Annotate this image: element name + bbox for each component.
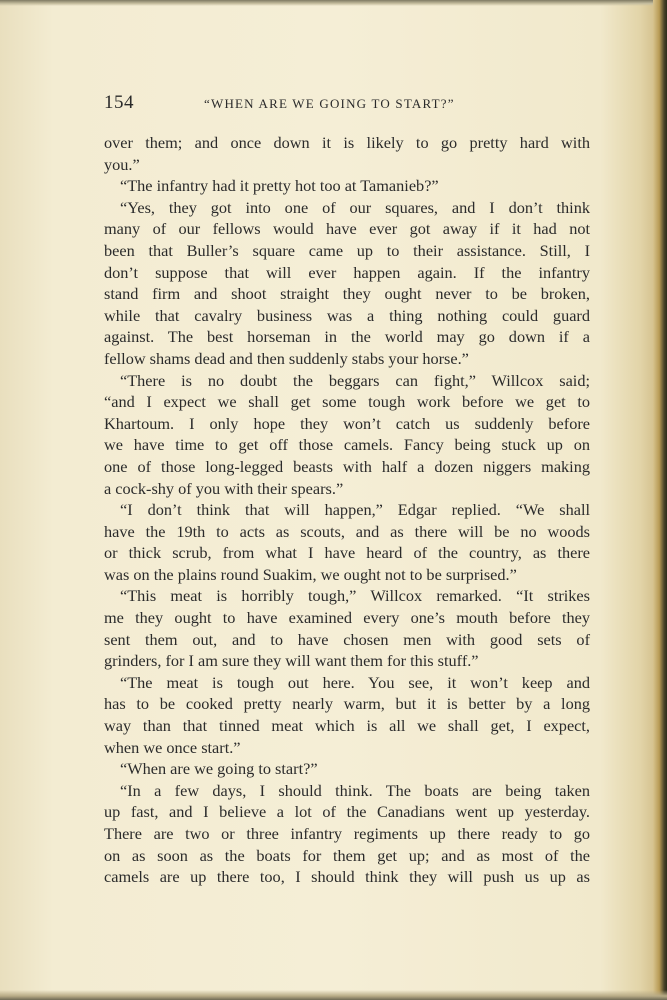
text-line: don’t suppose that will ever happen again. If the infantry xyxy=(104,262,590,282)
text-line: “The infantry had it pretty hot too at Tamanieb?” xyxy=(120,176,439,196)
page-bottom-edge xyxy=(0,990,667,1000)
text-line: “In a few days, I should think. The boats are being taken xyxy=(120,780,590,800)
text-line: has to be cooked pretty nearly warm, but it is better by a long xyxy=(104,694,590,714)
text-line: over them; and once down it is likely to go pretty hard with xyxy=(104,133,590,152)
text-line: up fast, and I believe a lot of the Canadians went up yesterday. xyxy=(104,802,590,822)
running-head: “WHEN ARE WE GOING TO START?” xyxy=(204,96,455,111)
text-line: “Yes, they got into one of our squares, and I don’t think xyxy=(120,197,590,217)
text-line: when we once start.” xyxy=(104,737,241,757)
text-line: Khartoum. I only hope they won’t catch us suddenly before xyxy=(104,413,590,433)
text-line: you.” xyxy=(104,154,140,174)
text-line: “When are we going to start?” xyxy=(120,759,318,779)
text-line: “The meat is tough out here. You see, it won’t keep and xyxy=(120,672,590,692)
text-line: on as soon as the boats for them get up; and as most of the xyxy=(104,845,590,865)
text-line: been that Buller’s square came up to their assistance. Still, I xyxy=(104,240,590,260)
text-line: one of those long-legged beasts with half a dozen niggers making xyxy=(104,456,590,476)
text-line: while that cavalry business was a thing nothing could guard xyxy=(104,305,590,325)
text-line: have the 19th to acts as scouts, and as there will be no woods xyxy=(104,521,590,541)
page-number: 154 xyxy=(104,92,134,113)
page-header xyxy=(104,92,590,122)
text-line: or thick scrub, from what I have heard of the country, as there xyxy=(104,543,590,563)
text-line: grinders, for I am sure they will want them for this stuff.” xyxy=(104,651,479,671)
text-line: many of our fellows would have ever got away if it had not xyxy=(104,219,590,239)
text-line: “This meat is horribly tough,” Willcox remarked. “It strikes xyxy=(120,586,590,606)
text-line: a cock-shy of you with their spears.” xyxy=(104,478,344,498)
page-top-edge xyxy=(0,0,667,6)
text-line: There are two or three infantry regiments up there ready to go xyxy=(104,824,590,843)
text-line: we have time to get off those camels. Fancy being stuck up on xyxy=(104,435,590,455)
page-right-edge xyxy=(653,0,667,1000)
text-line: camels are up there too, I should think they will push us up as xyxy=(104,867,590,887)
text-line: way than that tinned meat which is all we shall get, I expect, xyxy=(104,716,590,736)
text-line: was on the plains round Suakim, we ought not to be surprised.” xyxy=(104,564,517,584)
text-line: fellow shams dead and then suddenly stabs your horse.” xyxy=(104,348,469,368)
text-line: “I don’t think that will happen,” Edgar replied. “We shall xyxy=(120,500,590,520)
text-line: against. The best horseman in the world may go down if a xyxy=(104,327,590,347)
text-line: “There is no doubt the beggars can fight,” Willcox said; xyxy=(120,370,590,390)
body-text xyxy=(104,132,590,888)
text-line: “and I expect we shall get some tough work before we get to xyxy=(104,392,590,412)
text-line: me they ought to have examined every one’s mouth before they xyxy=(104,608,590,628)
text-line: stand firm and shoot straight they ought never to be broken, xyxy=(104,284,590,304)
text-line: sent them out, and to have chosen men with good sets of xyxy=(104,629,590,649)
